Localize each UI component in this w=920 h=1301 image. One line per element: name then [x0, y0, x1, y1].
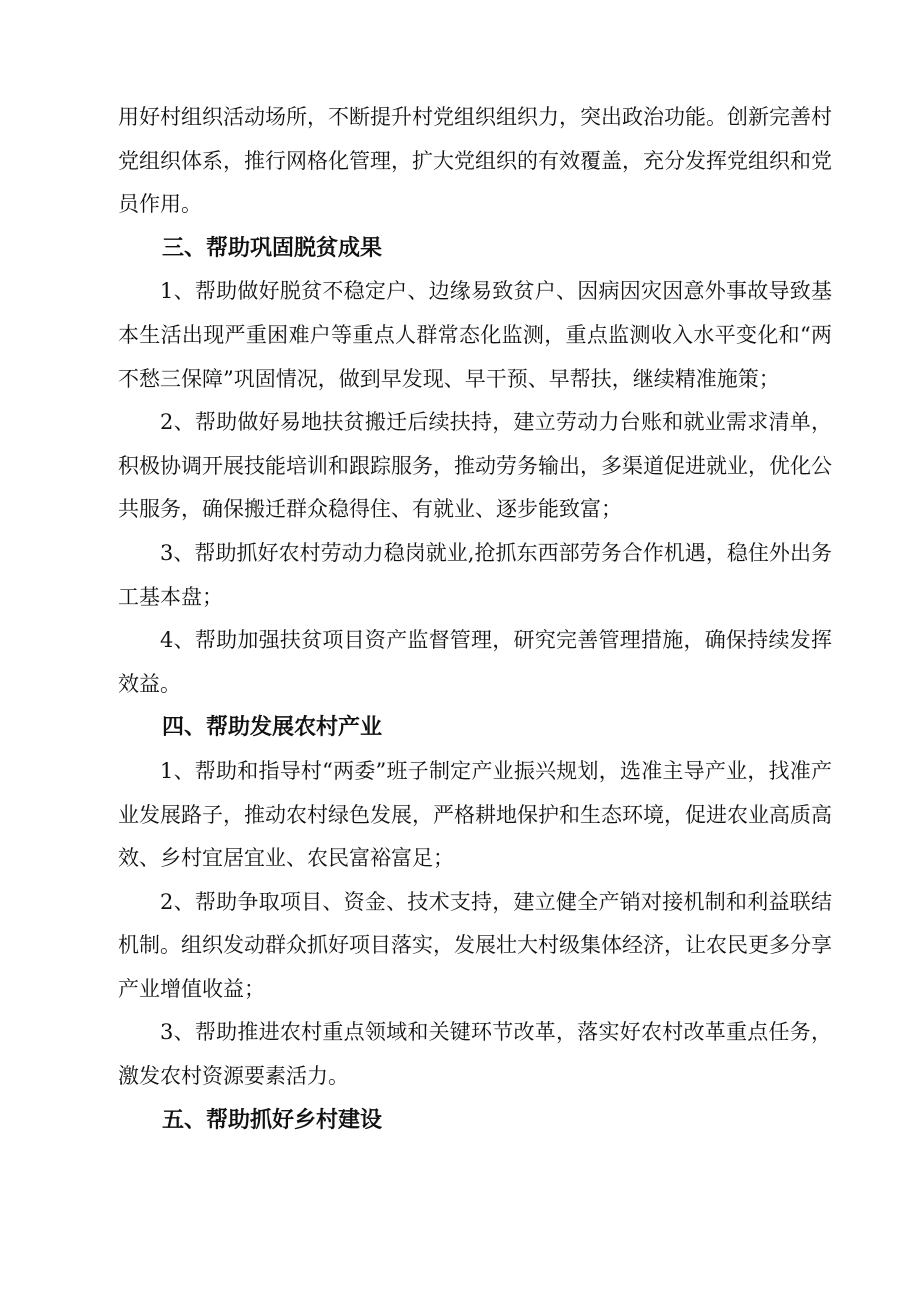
document-body: [118, 96, 832, 1142]
section-heading-3: 三、帮助巩固脱贫成果: [162, 235, 383, 261]
section3-item-3: 3、帮助抓好农村劳动力稳岗就业,抢抓东西部劳务合作机遇，稳住外出务工基本盘；: [118, 540, 832, 609]
section4-item-3: 3、帮助推进农村重点领域和关键环节改革，落实好农村改革重点任务，激发农村资源要素活力。: [118, 1020, 832, 1089]
section4-item-2: 2、帮助争取项目、资金、技术支持，建立健全产销对接机制和利益联结机制。组织发动群众抓好项目落实，发展壮大村级集体经济，让农民更多分享产业增值收益；: [118, 889, 832, 1001]
section3-item-4: 4、帮助加强扶贫项目资产监督管理，研究完善管理措施，确保持续发挥效益。: [118, 628, 832, 696]
section3-item-2: 2、帮助做好易地扶贫搬迁后续扶持，建立劳动力台账和就业需求清单，积极协调开展技能培训和跟踪服务，推动劳务输出，多渠道促进就业，优化公共服务，确保搬迁群众稳得住、有就业、逐步能致富；: [118, 410, 832, 522]
section4-item-1: 1、帮助和指导村“两委”班子制定产业振兴规划，选准主导产业，找准产业发展路子，推动农村绿色发展，严格耕地保护和生态环境，促进农业高质高效、乡村宜居宜业、农民富裕富足；: [118, 758, 832, 871]
section-heading-5: 五、帮助抓好乡村建设: [162, 1107, 383, 1133]
section3-item-1: 1、帮助做好脱贫不稳定户、边缘易致贫户、因病因灾因意外事故导致基本生活出现严重困难户等重点人群常态化监测，重点监测收入水平变化和“两不愁三保障”巩固情况，做到早发现、早干预、早帮扶，继续精准施策；: [118, 279, 832, 391]
section-heading-4: 四、帮助发展农村产业: [162, 715, 383, 741]
continuation-paragraph: 用好村组织活动场所，不断提升村党组织组织力，突出政治功能。创新完善村党组织体系，推行网格化管理，扩大党组织的有效覆盖，充分发挥党组织和党员作用。: [118, 105, 832, 217]
